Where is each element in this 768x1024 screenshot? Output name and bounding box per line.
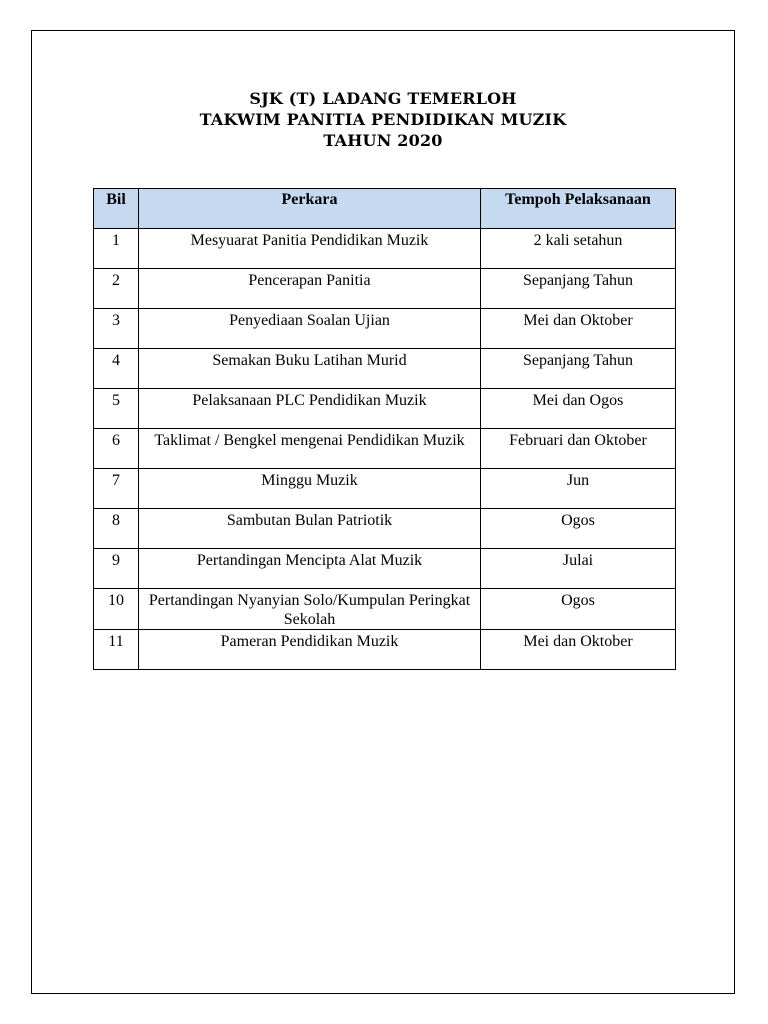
cell-bil: 4 xyxy=(94,349,139,389)
cell-bil: 8 xyxy=(94,509,139,549)
document-header xyxy=(31,88,735,151)
cell-perkara: Pertandingan Nyanyian Solo/Kumpulan Peringkat Sekolah xyxy=(139,589,481,630)
cell-bil: 2 xyxy=(94,269,139,309)
table-row xyxy=(94,469,676,509)
table-row xyxy=(94,429,676,469)
document-year: TAHUN 2020 xyxy=(323,131,443,150)
cell-tempoh: Sepanjang Tahun xyxy=(481,269,676,309)
table-row xyxy=(94,549,676,589)
cell-perkara: Mesyuarat Panitia Pendidikan Muzik xyxy=(139,229,481,269)
cell-perkara: Semakan Buku Latihan Murid xyxy=(139,349,481,389)
cell-tempoh: Ogos xyxy=(481,509,676,549)
cell-bil: 5 xyxy=(94,389,139,429)
school-name: SJK (T) LADANG TEMERLOH xyxy=(249,89,517,108)
calendar-table xyxy=(93,188,676,670)
cell-tempoh: Mei dan Oktober xyxy=(481,630,676,670)
cell-perkara: Penyediaan Soalan Ujian xyxy=(139,309,481,349)
table-row xyxy=(94,630,676,670)
table-row xyxy=(94,509,676,549)
table-row xyxy=(94,269,676,309)
table-header-row xyxy=(94,189,676,229)
cell-tempoh: Jun xyxy=(481,469,676,509)
cell-perkara: Pelaksanaan PLC Pendidikan Muzik xyxy=(139,389,481,429)
cell-bil: 6 xyxy=(94,429,139,469)
cell-tempoh: Mei dan Ogos xyxy=(481,389,676,429)
cell-tempoh: 2 kali setahun xyxy=(481,229,676,269)
table-row xyxy=(94,349,676,389)
cell-perkara: Taklimat / Bengkel mengenai Pendidikan Muzik xyxy=(139,429,481,469)
column-header-tempoh: Tempoh Pelaksanaan xyxy=(481,189,676,229)
table-row xyxy=(94,229,676,269)
cell-bil: 1 xyxy=(94,229,139,269)
table-row xyxy=(94,589,676,630)
cell-tempoh: Ogos xyxy=(481,589,676,630)
table-row xyxy=(94,309,676,349)
cell-tempoh: Sepanjang Tahun xyxy=(481,349,676,389)
cell-perkara: Pameran Pendidikan Muzik xyxy=(139,630,481,670)
cell-tempoh: Mei dan Oktober xyxy=(481,309,676,349)
cell-tempoh: Februari dan Oktober xyxy=(481,429,676,469)
cell-bil: 11 xyxy=(94,630,139,670)
cell-perkara: Minggu Muzik xyxy=(139,469,481,509)
table-row xyxy=(94,389,676,429)
document-title: TAKWIM PANITIA PENDIDIKAN MUZIK xyxy=(199,110,567,129)
cell-perkara: Sambutan Bulan Patriotik xyxy=(139,509,481,549)
cell-bil: 10 xyxy=(94,589,139,630)
cell-tempoh: Julai xyxy=(481,549,676,589)
cell-bil: 3 xyxy=(94,309,139,349)
column-header-perkara: Perkara xyxy=(139,189,481,229)
column-header-bil: Bil xyxy=(94,189,139,229)
cell-bil: 9 xyxy=(94,549,139,589)
cell-bil: 7 xyxy=(94,469,139,509)
cell-perkara: Pertandingan Mencipta Alat Muzik xyxy=(139,549,481,589)
cell-perkara: Pencerapan Panitia xyxy=(139,269,481,309)
